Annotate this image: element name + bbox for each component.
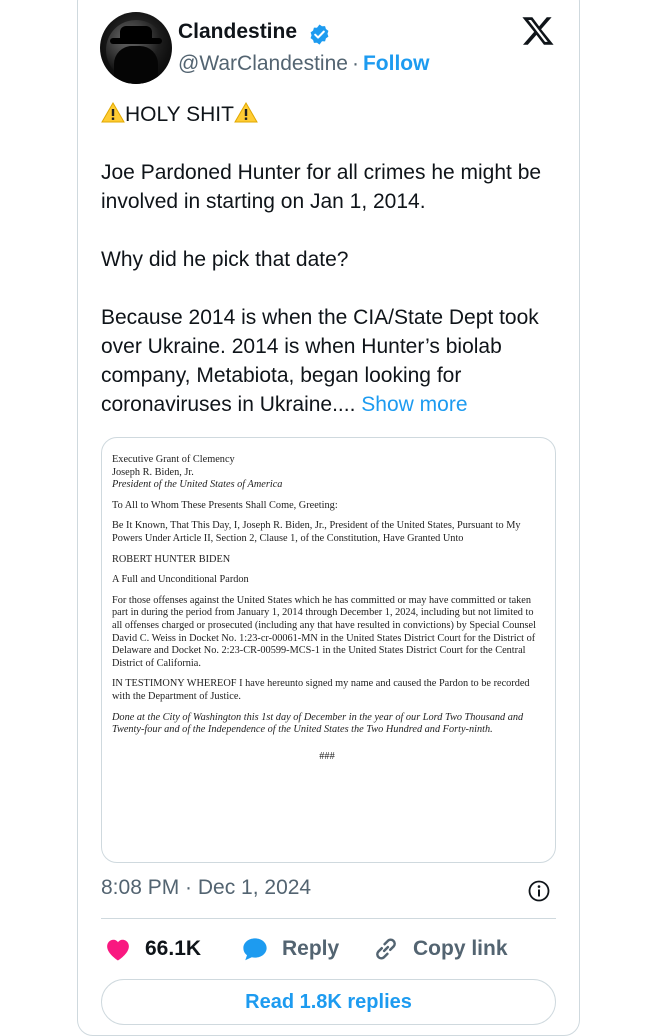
tweet-timestamp[interactable]: 8:08 PM · Dec 1, 2024 (101, 876, 312, 899)
doc-greeting: To All to Whom These Presents Shall Come, Greeting: (112, 499, 338, 511)
doc-be-it-known: Be It Known, That This Day, I, Joseph R. Biden, Jr., President of the United States, Pursuant to My Powers Under Article II, Section 2, Clause 1, of the Constitution, Have Granted Unto (112, 520, 521, 544)
tweet-paragraph: Joe Pardoned Hunter for all crimes he might be involved in starting on Jan 1, 2014. (101, 161, 542, 213)
show-more-link[interactable]: Show more (361, 393, 468, 416)
tweet-headline (101, 100, 561, 129)
warning-icon (101, 101, 125, 125)
info-icon[interactable] (527, 879, 551, 903)
reply-button[interactable] (240, 934, 339, 964)
handle-separator: · (351, 52, 359, 75)
doc-testimony: IN TESTIMONY WHEREOF I have hereunto signed my name and caused the Pardon to be recorded with the Department of Justice. (112, 678, 530, 702)
divider (101, 918, 556, 919)
clemency-document (112, 454, 542, 771)
reply-bubble-icon (240, 934, 270, 964)
headline-text: HOLY SHIT (125, 103, 234, 126)
avatar[interactable] (100, 12, 172, 84)
doc-end-mark: ### (319, 750, 335, 762)
attached-image[interactable] (101, 437, 556, 863)
follow-button[interactable]: Follow (362, 52, 430, 75)
doc-header-line: Executive Grant of Clemency (112, 454, 235, 465)
author-handle[interactable]: @WarClandestine (178, 52, 348, 75)
copy-link-label: Copy link (413, 937, 508, 960)
verified-badge-icon (308, 23, 331, 46)
read-replies-button[interactable]: Read 1.8K replies (101, 979, 556, 1025)
reply-label: Reply (282, 937, 340, 960)
tweet-paragraph-last (101, 303, 561, 419)
author-name[interactable]: Clandestine (178, 20, 298, 43)
copy-link-button[interactable] (371, 934, 508, 964)
doc-header-line: Joseph R. Biden, Jr. (112, 466, 194, 478)
like-count: 66.1K (145, 937, 202, 960)
author-handle-row (178, 52, 429, 76)
doc-grantee: ROBERT HUNTER BIDEN (112, 553, 231, 565)
warning-icon (234, 101, 258, 125)
heart-icon (103, 934, 133, 964)
doc-pardon-type: A Full and Unconditional Pardon (112, 574, 249, 586)
avatar-hat-brim (110, 38, 162, 44)
doc-offenses: For those offenses against the United States which he has committed or may have committed or taken part in during the period from January 1, 2014 through December 1, 2024, including but not limited to all offenses charged or prosecuted (including any that have resulted in convictions) by Special Counsel David C. Weiss in Docket No. 1:23-cr-00061-MN in the United States District Court for the District of Delaware and Docket No. 2:23-CR-00599-MCS-1 in the United States District Court for the Central District of California. (112, 594, 536, 669)
action-bar (101, 934, 556, 968)
tweet-text (101, 100, 561, 419)
link-icon (371, 934, 401, 964)
doc-header-line: President of the United States of America (112, 479, 283, 491)
tweet-paragraph: Why did he pick that date? (101, 248, 349, 271)
x-logo-icon[interactable] (520, 14, 556, 48)
doc-header (112, 454, 542, 492)
avatar-coat (114, 46, 158, 84)
doc-done-at: Done at the City of Washington this 1st day of December in the year of our Lord Two Thousand and Twenty-four and of the Independence of the United States the Two Hundred and Forty-ninth. (112, 711, 524, 736)
like-button[interactable] (103, 934, 201, 964)
tweet-paragraph-text: Because 2014 is when the CIA/State Dept took over Ukraine. 2014 is when Hunter’s biolab company, Metabiota, began looking for coronaviruses in Ukraine.... (101, 306, 539, 416)
